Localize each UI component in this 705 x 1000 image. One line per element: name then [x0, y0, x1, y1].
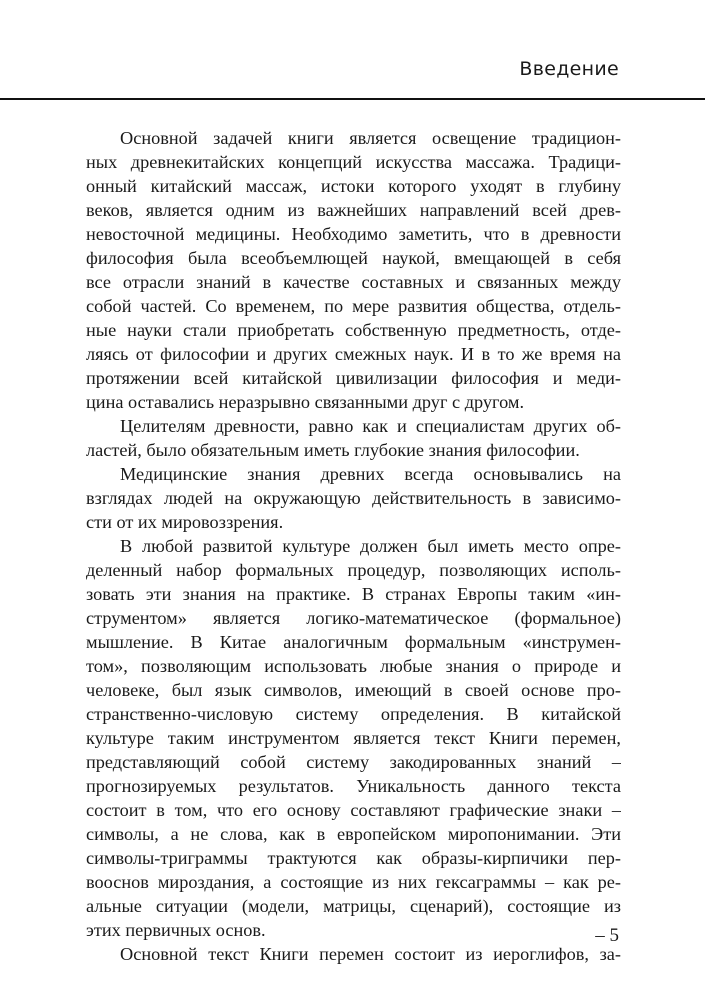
text-line: философия была всеобъемлющей наукой, вмещающей в себя — [86, 248, 621, 268]
text-line: протяжении всей китайской цивилизации философия и меди- — [86, 368, 621, 388]
text-line: мышление. В Китае аналогичным формальным «инструмен- — [86, 632, 621, 652]
text-line: ных древнекитайских концепций искусства массажа. Традици- — [86, 152, 621, 172]
text-line: представляющий собой систему закодированных знаний – — [86, 752, 621, 772]
text-line: символы-триграммы трактуются как образы-кирпичики пер- — [86, 848, 621, 868]
text-line: культуре таким инструментом является текст Книги перемен, — [86, 728, 621, 748]
text-line: Основной задачей книги является освещение традицион- — [120, 128, 621, 148]
running-head-title: Введение — [519, 58, 619, 80]
text-line: собой частей. Со временем, по мере развития общества, отдель- — [86, 296, 621, 316]
header-rule — [0, 98, 705, 100]
text-line: струментом» является логико-математическое (формальное) — [86, 608, 621, 628]
body-text — [86, 126, 621, 966]
text-line: онный китайский массаж, истоки которого уходят в глубину — [86, 176, 621, 196]
text-line: невосточной медицины. Необходимо заметить, что в древности — [86, 224, 621, 244]
text-line: прогнозируемых результатов. Уникальность данного текста — [86, 776, 621, 796]
text-line: веков, является одним из важнейших направлений всей древ- — [86, 200, 621, 220]
text-line: ные науки стали приобретать собственную предметность, отде- — [86, 320, 621, 340]
text-line: символы, а не слова, как в европейском миропонимании. Эти — [86, 824, 621, 844]
text-line: состоит в том, что его основу составляют графические знаки – — [86, 800, 621, 820]
text-line: этих первичных основ. — [86, 920, 266, 940]
text-line: альные ситуации (модели, матрицы, сценарий), состоящие из — [86, 896, 621, 916]
text-line: цина оставались неразрывно связанными друг с другом. — [86, 392, 525, 412]
text-line: Медицинские знания древних всегда основывались на — [120, 464, 621, 484]
text-line: все отрасли знаний в качестве составных и связанных между — [86, 272, 621, 292]
text-line: человеке, был язык символов, имеющий в своей основе про- — [86, 680, 621, 700]
text-line: деленный набор формальных процедур, позволяющих исполь- — [86, 560, 621, 580]
text-line: Целителям древности, равно как и специалистам других об- — [120, 416, 621, 436]
text-line: сти от их мировоззрения. — [86, 512, 284, 532]
text-line: взглядах людей на окружающую действительность в зависимо- — [86, 488, 621, 508]
page-number: – 5 — [595, 925, 619, 946]
text-line: том», позволяющим использовать любые знания о природе и — [86, 656, 621, 676]
text-line: ластей, было обязательным иметь глубокие знания философии. — [86, 440, 580, 460]
text-line: В любой развитой культуре должен был иметь место опре- — [120, 536, 621, 556]
text-line: вооснов мироздания, а состоящие из них гексаграммы – как ре- — [86, 872, 621, 892]
text-line: Основной текст Книги перемен состоит из иероглифов, за- — [120, 944, 621, 964]
text-line: ляясь от философии и других смежных наук. И в то же время на — [86, 344, 621, 364]
text-line: странственно-числовую систему определения. В китайской — [86, 704, 621, 724]
text-line: зовать эти знания на практике. В странах Европы таким «ин- — [86, 584, 621, 604]
